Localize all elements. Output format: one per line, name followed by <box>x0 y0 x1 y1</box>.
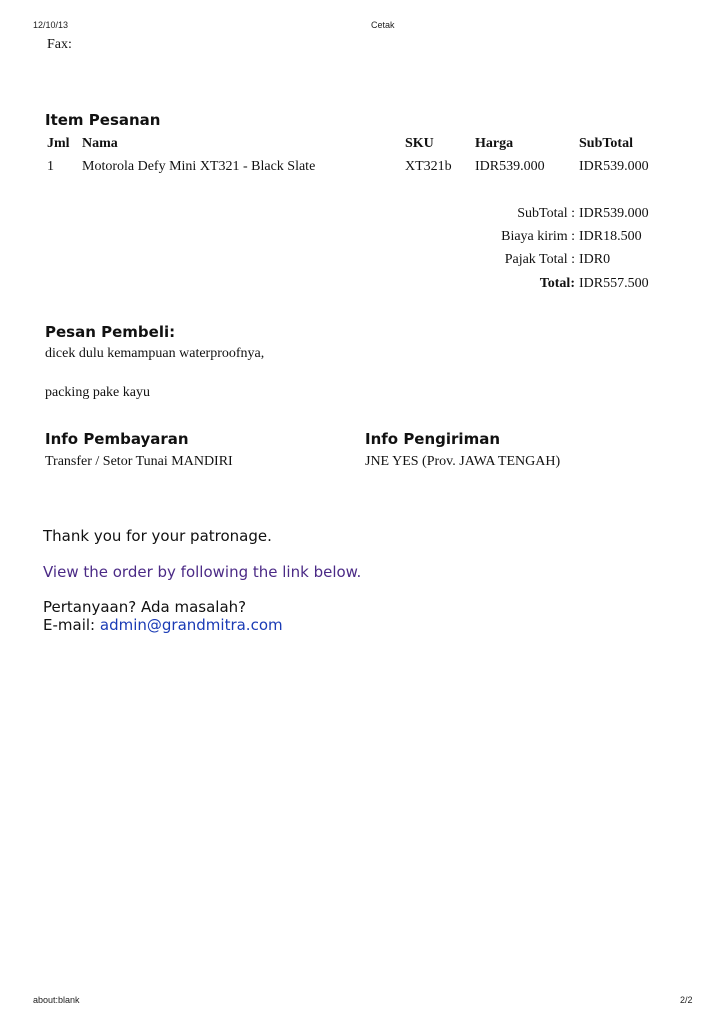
total-label: Total: <box>539 276 575 291</box>
email-line <box>43 616 283 634</box>
subtotal-label: SubTotal : <box>517 206 575 221</box>
question-text: Pertanyaan? Ada masalah? <box>43 598 247 616</box>
buyer-message-line-2: packing pake kayu <box>45 385 150 400</box>
col-name: Nama <box>82 136 118 151</box>
row-sku: XT321b <box>405 159 452 174</box>
buyer-message-heading: Pesan Pembeli: <box>45 323 176 341</box>
shipping-cost-value: IDR18.500 <box>579 229 642 244</box>
tax-value: IDR0 <box>579 252 611 267</box>
print-date: 12/10/13 <box>33 20 69 30</box>
print-page-number: 2/2 <box>680 995 693 1005</box>
payment-value: Transfer / Setor Tunai MANDIRI <box>45 454 233 469</box>
row-qty: 1 <box>47 159 54 174</box>
col-price: Harga <box>475 136 514 151</box>
print-title: Cetak <box>371 20 395 30</box>
thanks-text: Thank you for your patronage. <box>43 527 272 545</box>
shipping-value: JNE YES (Prov. JAWA TENGAH) <box>365 454 561 469</box>
shipping-cost-label: Biaya kirim : <box>501 229 575 244</box>
total-value: IDR557.500 <box>579 276 649 291</box>
subtotal-value: IDR539.000 <box>579 206 649 221</box>
view-order-link[interactable]: View the order by following the link below. <box>43 563 362 581</box>
col-qty: Jml <box>47 136 70 151</box>
items-heading: Item Pesanan <box>45 111 161 129</box>
col-sku: SKU <box>405 136 434 151</box>
row-name: Motorola Defy Mini XT321 - Black Slate <box>82 159 316 174</box>
buyer-message-line-1: dicek dulu kemampuan waterproofnya, <box>45 346 265 361</box>
tax-label: Pajak Total : <box>504 252 575 267</box>
fax-label: Fax: <box>47 37 72 52</box>
col-subtotal: SubTotal <box>579 136 633 151</box>
row-price: IDR539.000 <box>475 159 545 174</box>
print-footer-url: about:blank <box>33 995 80 1005</box>
shipping-heading: Info Pengiriman <box>365 430 501 448</box>
email-link[interactable]: admin@grandmitra.com <box>99 616 283 634</box>
payment-heading: Info Pembayaran <box>45 430 189 448</box>
row-subtotal: IDR539.000 <box>579 159 649 174</box>
email-label: E-mail: <box>43 616 96 634</box>
